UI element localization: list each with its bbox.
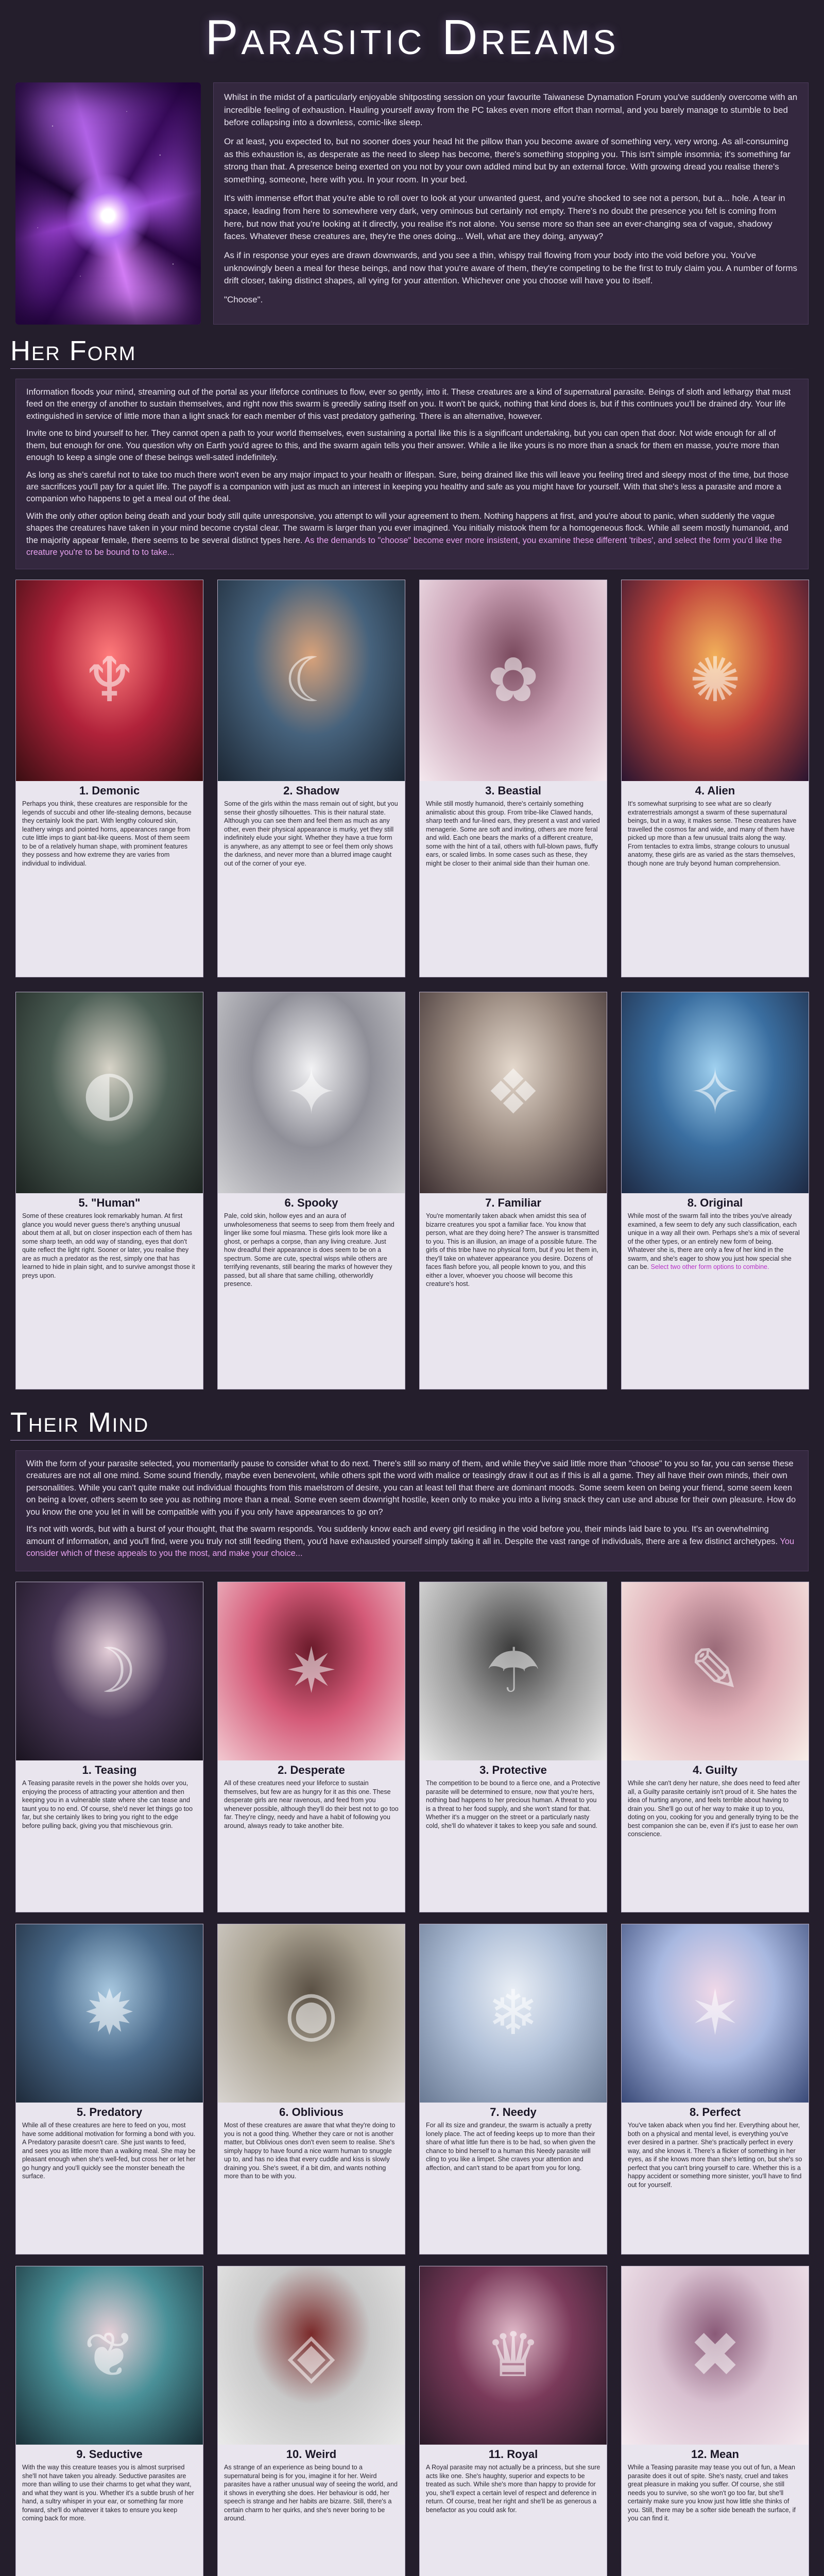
mind-description-text: All of these creatures need your lifeforce to sustain themselves, but few are as hungry for it as this one. These desperate girls are near ravenous, and feed from you whenever possible, although they'll do their best not to go too far. They're clingy, needy and have a habit of following you around, always ready to take another bite.	[224, 1780, 399, 1829]
form-description-text: You're momentarily taken aback when amidst this sea of bizarre creatures you spot a familiar face. You know that person, what are they doing here? The answer is transmitted to you. This is an illusion, an image of a possible future. The girls of this tribe have no physical form, but if you let them in, they'll take on whatever appearance you desire. Dozens of faces flash before you, all people known to you, and this either a lover, whoever you choose will become this creature's host.	[426, 1212, 599, 1287]
form-option-note: Select two other form options to combine.	[650, 1263, 769, 1270]
form-option-card[interactable]	[217, 580, 405, 977]
form-option-title: 2. Shadow	[283, 784, 339, 797]
mind-option-title: 5. Predatory	[76, 2106, 143, 2119]
form-description-text: While still mostly humanoid, there's certainly something animalistic about this group. From tribe-like Clawed hands, sharp teeth and fur-lined ears, they present a vast and varied menagerie. Some are soft and inviting, others are more feral and wild. Each one bears the marks of a different creature, some with the hint of a tail, others with full-blown paws, fluffy ears, or scaled limbs. In some cases such as these, they might be closer to their animal side than their human one.	[426, 800, 600, 867]
form-option-description	[218, 799, 405, 969]
form-description-text: It's somewhat surprising to see what are so clearly extraterrestrials amongst a swarm of these supernatural beings, but in a way, it makes sense. These creatures have travelled the cosmos far and wide, and many of them have picked up more than a few unusual traits along the way. From tentacles to extra limbs, strange colours to unusual anatomy, these girls are as varied as the stars themselves, though none are truly beyond human comprehension.	[628, 800, 797, 867]
mind-option-description	[420, 1778, 607, 1912]
mind-option-card[interactable]	[621, 1924, 809, 2255]
mind-option-description	[622, 2120, 809, 2254]
mind-option-image	[218, 1924, 405, 2103]
form-option-card[interactable]	[419, 992, 607, 1389]
mind-portrait-icon: ☽	[81, 1635, 138, 1707]
form-description-text: Pale, cold skin, hollow eyes and an aura of unwholesomeness that seems to seep from them freely and linger like some foul miasma. These girls look more like a ghost, or perhaps a corpse, than any living creature. Just how dreadful their appearance is does seem to be on a spectrum. Some are cute, spectral wisps while others are terrifying revenants, still bearing the marks of however they passed, but all share that same chilling, otherworldly presence.	[224, 1212, 394, 1287]
intro-paragraph: Whilst in the midst of a particularly enjoyable shitposting session on your favourite Taiwanese Dynamation Forum you've suddenly overcome with an incredible feeling of exhaustion. Hauling yourself away from the PC takes even more effort than normal, and you barely manage to stumble to bed before collapsing into a downless, comic-like sleep.	[224, 92, 798, 128]
intro-paragraph: Or at least, you expected to, but no sooner does your head hit the pillow than you become aware of something very, very wrong. As all-consuming as this exhaustion is, as desperate as the need to sleep has become, there's something stopping you. This isn't simple insomnia; it's something far strong than that. A presence being exerted on you not by your own addled mind but by an external force. With growing dread you realise there's something, someone, here with you. In your room. In your bed.	[224, 136, 791, 184]
intro-paragraph: "Choose".	[224, 294, 263, 304]
form-portrait-icon: ◐	[82, 1057, 136, 1128]
form-option-description	[420, 1211, 607, 1381]
mind-portrait-icon: ✹	[83, 1977, 135, 2049]
form-paragraph-text: With the only other option being death and your body still quite unresponsive, you attempt to will your agreement to them. Nothing happens at first, and you're about to panic, when suddenly the vague shapes the creatures have taken in your mind become crystal clear. The swarm is larger than you ever imagined. You initially mistook them for a homogeneous flock. While all seem mostly humanoid, and the majority appear female, there seems to be several distinct types here.	[26, 511, 788, 545]
mind-option-card[interactable]	[621, 2266, 809, 2576]
mind-option-card[interactable]	[621, 1582, 809, 1912]
mind-option-title: 12. Mean	[691, 2448, 739, 2461]
form-option-image	[218, 580, 405, 781]
form-option-image	[420, 992, 607, 1193]
form-portrait-icon: ✿	[487, 645, 539, 716]
mind-option-description	[218, 1778, 405, 1912]
mind-option-card[interactable]	[419, 2266, 607, 2576]
mind-paragraph: With the form of your parasite selected, you momentarily pause to consider what to do next. There's still so many of them, and while they've said little more than "choose" to you so far, you can sense these creatures are not all one mind. Some sound friendly, maybe even benevolent, while others spit the word with malice or teasingly draw it out as if this is all a game. They all have their own minds, their own personalities. While you can't quite make out individual thoughts from this maelstrom of desire, you can at least tell that there are dominant moods. Some seem keen on being your friend, some seem keen on being a lover, others seem to see you as nothing more than a meal. Some even seem downright hostile, keen only to make you into a living snack they can use and abuse for their own pleasure. How do you know the one you let in will be compatible with you if you only have appearances to go on?	[26, 1459, 796, 1517]
mind-option-card[interactable]	[419, 1582, 607, 1912]
form-option-card[interactable]	[419, 580, 607, 977]
form-option-card[interactable]	[621, 580, 809, 977]
mind-portrait-icon: ☂	[485, 1635, 541, 1707]
mind-portrait-icon: ✷	[285, 1635, 337, 1707]
mind-option-image	[16, 1582, 203, 1760]
form-option-image	[16, 580, 203, 781]
mind-option-image	[218, 1582, 405, 1760]
mind-section-text	[15, 1450, 809, 1571]
mind-option-description	[622, 1778, 809, 1912]
mind-option-title: 9. Seductive	[76, 2448, 143, 2461]
mind-portrait-icon: ♛	[485, 2319, 541, 2391]
mind-description-text: Most of these creatures are aware that what they're doing to you is not a good thing. Whether they care or not is another matter, but Oblivious ones don't even seem to realise. She's simply happy to have found a nice warm human to snuggle up to, and has no idea that every cuddle and kiss is slowly draining you. She's sweet, if a bit dim, and wants nothing more than to be with you.	[224, 2122, 396, 2180]
mind-portrait-icon: ✖	[689, 2319, 741, 2391]
mind-description-text: As strange of an experience as being bound to a supernatural being is for you, imagine it for her. Weird parasites have a rather unusual way of seeing the world, and it shows in everything she does. Her behaviour is odd, her speech is strange and her habits are bizarre. Still, there's a certain charm to her quirks, and she's never boring to be around.	[224, 2464, 398, 2522]
mind-option-image	[218, 2266, 405, 2445]
mind-option-card[interactable]	[217, 2266, 405, 2576]
form-portrait-icon: ✺	[689, 645, 741, 716]
page-title: Parasitic Dreams	[205, 10, 619, 65]
form-option-description	[16, 799, 203, 969]
mind-option-card[interactable]	[217, 1582, 405, 1912]
intro-paragraph: As if in response your eyes are drawn downwards, and you see a thin, whispy trail flowing from your body into the void before you. You've unknowingly been a meal for these beings, and now that you're aware of them, they're competing to be the first to truly claim you. A number of forms drift closer, taking distinct shapes, all vying for your attention. Whichever one you choose will have you to itself.	[224, 250, 798, 286]
mind-option-image	[622, 1924, 809, 2103]
form-description-text: Some of the girls within the mass remain out of sight, but you sense their ghostly silhouettes. This is their natural state. Although you can see them and feel them as much as any other, even their physical appearance is murky, yet they still indefinitely elude your sight. Whether they have a true form is anywhere, as any attempt to see or feel them only shows the darkness, and never more than a blurred image caught out of the corner of your eye.	[224, 800, 398, 867]
form-option-title: 1. Demonic	[79, 784, 140, 797]
form-option-image	[16, 992, 203, 1193]
form-option-title: 8. Original	[687, 1196, 743, 1209]
form-paragraph: As long as she's careful not to take too much there won't even be any major impact to your health or lifespan. Sure, being drained like this will leave you feeling tired and sleepy most of the time, but those are sacrifices you'll pay for a quiet life. The payoff is a companion with just as much an interest in keeping you healthy and safe as you might have for yourself. With that she's less a parasite and more a companion who happens to get a meal out of the deal.	[26, 470, 789, 504]
mind-description-text: A Royal parasite may not actually be a princess, but she sure acts like one. She's haughty, superior and expects to be treated as such. While she's more than happy to provide for you, she'll expect a certain level of respect and deference in return. Of course, treat her right and she'll be as generous a benefactor as you could ask for.	[426, 2464, 600, 2514]
mind-option-title: 1. Teasing	[82, 1764, 137, 1776]
mind-option-image	[622, 1582, 809, 1760]
form-option-image	[218, 992, 405, 1193]
form-paragraph: Invite one to bind yourself to her. They cannot open a path to your world themselves, even sustaining a portal like this is a significant undertaking, but you can open that door. Not wide enough for all of them, but enough for one. You question why on Earth you'd agree to this, and the swarm again tells you their answer. While a lie like yours is no more than a snack for them en masse, you're more than enough to keep a single one of these beings well-sated indefinitely.	[26, 429, 779, 463]
form-option-image	[420, 580, 607, 781]
form-option-description	[218, 1211, 405, 1381]
mind-portrait-icon: ❄	[487, 1977, 539, 2049]
form-option-title: 7. Familiar	[485, 1196, 541, 1209]
mind-options-grid	[15, 1582, 809, 2576]
mind-option-card[interactable]	[15, 1582, 203, 1912]
intro-text	[213, 82, 809, 325]
form-portrait-icon: ✧	[689, 1057, 741, 1128]
mind-description-text: While she can't deny her nature, she does need to feed after all, a Guilty parasite certainly isn't proud of it. She hates the idea of hurting anyone, and feels terrible about having to drain you. She'll go out of her way to make it up to you, doting on you, cooking for you and generally trying to be the best companion she can be, even if it's just to ease her own conscience.	[628, 1780, 800, 1838]
mind-option-title: 3. Protective	[479, 1764, 547, 1776]
form-paragraph	[26, 511, 798, 559]
mind-option-image	[16, 1924, 203, 2103]
mind-option-description	[16, 1778, 203, 1912]
mind-portrait-icon: ◉	[284, 1977, 338, 2049]
mind-option-title: 7. Needy	[490, 2106, 537, 2119]
mind-portrait-icon: ◈	[287, 2319, 335, 2391]
form-option-card[interactable]	[15, 992, 203, 1389]
mind-description-text: The competition to be bound to a fierce one, and a Protective parasite will be determined to ensure, now that you're hers, nothing bad happens to her precious human. A threat to you is a threat to her food supply, and she won't stand for that. Whether it's a mugger on the street or a particularly nasty cold, she'll do whatever it takes to keep you safe and sound.	[426, 1780, 600, 1829]
form-option-image	[622, 580, 809, 781]
intro-paragraph: It's with immense effort that you're able to roll over to look at your unwanted guest, and you're shocked to see not a person, but a... hole. A tear in space, leading from here to somewhere very dark, very ominous but certainly not empty. There's no doubt the presence you felt is coming from here, but now that you're looking at it directly, you realise it's not alone. You sense more so than see an ever-changing sea of vague, shadowy faces. Whatever these creatures are, they're the ones doing... Well, what are they doing, anyway?	[224, 193, 785, 242]
mind-option-card[interactable]	[15, 2266, 203, 2576]
mind-option-card[interactable]	[419, 1924, 607, 2255]
mind-option-card[interactable]	[217, 1924, 405, 2255]
mind-option-title: 10. Weird	[286, 2448, 337, 2461]
mind-description-text: A Teasing parasite revels in the power she holds over you, enjoying the process of attracting your attention and then keeping you in a vulnerable state where she can tease and taunt you to no end. Of course, she'd never let things go too far, but she certainly likes to bring you right to the edge before pulling back, giving you that mischievous grin.	[22, 1780, 193, 1829]
mind-option-image	[622, 2266, 809, 2445]
form-options-grid	[15, 580, 809, 1389]
mind-option-title: 6. Oblivious	[279, 2106, 344, 2119]
form-option-title: 6. Spooky	[284, 1196, 338, 1209]
mind-description-text: With the way this creature teases you is almost surprised she'll not have taken you already. Seductive parasites are more than willing to use their charms to get what they want, and what they want is you. Whether it's a subtle brush of her hand, a sultry whisper in your ear, or something far more forward, she'll do whatever it takes to ensure you keep coming back for more.	[22, 2464, 194, 2522]
form-portrait-icon: ♆	[81, 645, 138, 716]
form-option-title: 5. "Human"	[78, 1196, 141, 1209]
form-option-description	[622, 799, 809, 969]
section-heading-form: Her Form	[10, 335, 136, 366]
form-option-title: 4. Alien	[695, 784, 735, 797]
mind-option-image	[420, 1582, 607, 1760]
mind-option-title: 4. Guilty	[693, 1764, 737, 1776]
mind-description-text: While a Teasing parasite may tease you out of fun, a Mean parasite does it out of spite. She's nasty, cruel and takes great pleasure in making you suffer. Of course, she still needs you to survive, so she won't go too far, but she'll certainly make sure you know just how little she thinks of you. Still, there may be a softer side beneath the surface, if you can find it.	[628, 2464, 796, 2522]
form-description-text: Some of these creatures look remarkably human. At first glance you would never guess there's anything unusual about them at all, but on closer inspection each of them has some sharp teeth, an odd way of standing, eyes that don't quite reflect the light right. Sooner or later, you realise they are as much a predator as the rest, simply one that has learned to hide in plain sight, and to survive amongst those it preys upon.	[22, 1212, 195, 1279]
mind-option-card[interactable]	[15, 1924, 203, 2255]
form-option-description	[622, 1211, 809, 1381]
form-portrait-icon: ✦	[285, 1057, 337, 1128]
mind-option-title: 11. Royal	[488, 2448, 538, 2461]
mind-option-title: 8. Perfect	[689, 2106, 741, 2119]
mind-description-text: For all its size and grandeur, the swarm is actually a pretty lonely place. The act of feeding keeps up to more than their share of what little fun there is to be had, so when given the chance to bind herself to a human this Needy parasite will cling to you like a limpet. She craves your attention and affection, and can't stand to be apart from you for long.	[426, 2122, 596, 2172]
mind-paragraph	[26, 1523, 798, 1560]
mind-portrait-icon: ✎	[689, 1635, 741, 1707]
mind-option-image	[16, 2266, 203, 2445]
form-highlight: As the demands to "choose" become ever more insistent, you examine these different 'tribes', and select the form you'd like the creature you're to be bound to to take...	[26, 535, 782, 557]
mind-option-description	[218, 2462, 405, 2576]
form-paragraph: Information floods your mind, streaming out of the portal as your lifeforce continues to flow, ever so gently, into it. These creatures are a kind of supernatural parasite. Beings of sloth and lethargy that must feed on the energy of another to sustain themselves, and right now this swarm is greedily sating itself on you. It won't be quick, nothing that kind does is, but if this continues you'll be drained dry. Your life extinguished in service of little more than a light snack for each member of this vast predatory gathering. There is an alternative, however.	[26, 387, 791, 421]
mind-option-image	[420, 1924, 607, 2103]
mind-highlight: You consider which of these appeals to you the most, and make your choice...	[26, 1536, 795, 1558]
mind-description-text: You've taken aback when you find her. Everything about her, both on a physical and mental level, is everything you've ever desired in a partner. She's practically perfect in every way, and she knows it. There's a flicker of something in her eyes, as if she knows more than she's letting on, but she's so perfect that you can't bring yourself to care. Whether this is a happy accident or something more sinister, you'll have to find out for yourself.	[628, 2122, 802, 2189]
mind-option-description	[16, 2120, 203, 2254]
mind-option-description	[420, 2462, 607, 2576]
mind-option-title: 2. Desperate	[278, 1764, 345, 1776]
form-portrait-icon: ❖	[485, 1057, 541, 1128]
portal-image	[15, 82, 201, 325]
mind-option-description	[16, 2462, 203, 2576]
intro-section	[15, 82, 809, 325]
form-description-text: Perhaps you think, these creatures are responsible for the legends of succubi and other life-stealing demons, because they certainly look the part. With lengthy coloured skin, leathery wings and pointed horns, appearances range from cute little imps to giant bat-like queens. Most of them seem to be of a relatively human shape, with prominent features they possess and how extreme they are varies from individual to individual.	[22, 800, 192, 867]
mind-option-description	[420, 2120, 607, 2254]
form-option-description	[420, 799, 607, 969]
mind-paragraph-text: It's not with words, but with a burst of your thought, that the swarm responds. You suddenly know each and every girl residing in the void before you, their minds laid bare to you. It's an overwhelming amount of information, and you'll find, were you truly not still feeding them, you'd have exhausted yourself simply taking it all in. Despite the vast range of individuals, there are a few distinct archetypes.	[26, 1524, 778, 1546]
form-option-card[interactable]	[15, 580, 203, 977]
mind-option-image	[420, 2266, 607, 2445]
mind-option-description	[218, 2120, 405, 2254]
mind-description-text: While all of these creatures are here to feed on you, most have some additional motivation for forming a bond with you. A Predatory parasite doesn't care. She just wants to feed, and sees you as little more than a walking meal. She may be pleasant enough when she's well-fed, but cross her or let her go hungry and you'll quickly see the monster beneath the surface.	[22, 2122, 196, 2180]
form-option-title: 3. Beastial	[485, 784, 541, 797]
mind-option-description	[622, 2462, 809, 2576]
form-option-card[interactable]	[217, 992, 405, 1389]
form-section-text	[15, 379, 809, 569]
form-option-image	[622, 992, 809, 1193]
form-portrait-icon: ☾	[283, 645, 339, 716]
form-option-description	[16, 1211, 203, 1381]
section-heading-mind: Their Mind	[10, 1407, 149, 1438]
form-description-text: While most of the swarm fall into the tribes you've already examined, a few seem to defy any such classification, each unique in a way all their own. Perhaps she's a mix of several of the other types, or an entirely new form of being. Whatever she is, there are only a few of her kind in the swarm, and she's eager to show you just how special she can be.	[628, 1212, 800, 1270]
mind-portrait-icon: ❦	[83, 2319, 135, 2391]
form-option-card[interactable]	[621, 992, 809, 1389]
mind-portrait-icon: ✶	[689, 1977, 741, 2049]
